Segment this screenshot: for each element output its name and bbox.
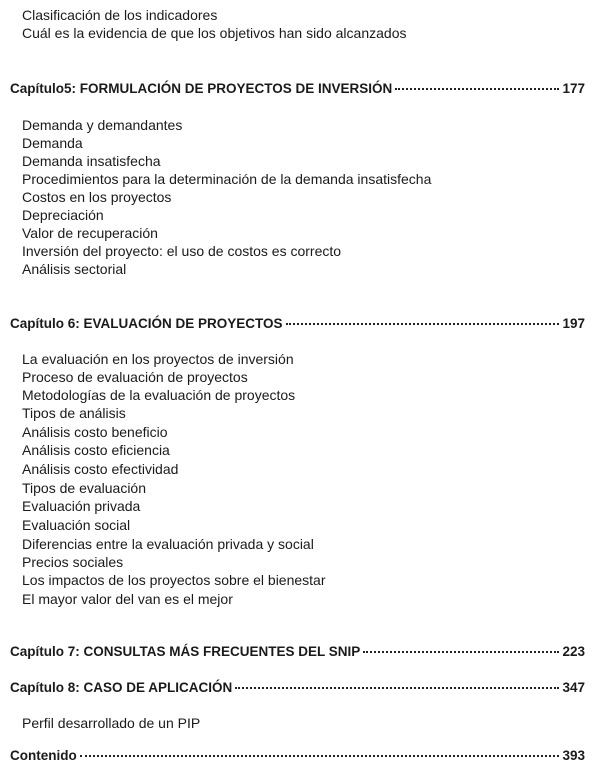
toc-item: Inversión del proyecto: el uso de costos es correcto [22, 243, 342, 259]
chapter-page-number: 177 [562, 81, 585, 96]
toc-item: Evaluación social [22, 517, 131, 533]
toc-item: Tipos de evaluación [22, 480, 147, 496]
toc-item: Precios sociales [22, 554, 124, 570]
dot-leader [235, 687, 559, 689]
toc-item: Costos en los proyectos [22, 189, 172, 205]
toc-item: Análisis costo efectividad [22, 461, 179, 477]
toc-item: Metodologías de la evaluación de proyectos [22, 387, 296, 403]
contents-page-number: 393 [562, 748, 585, 763]
toc-item: Cuál es la evidencia de que los objetivos han sido alcanzados [22, 25, 407, 41]
toc-item: El mayor valor del van es el mejor [22, 591, 233, 607]
toc-item: Análisis costo beneficio [22, 424, 168, 440]
chapter-title: Capítulo 6: EVALUACIÓN DE PROYECTOS [10, 316, 283, 331]
toc-item: Demanda insatisfecha [22, 153, 161, 169]
chapter-title: Capítulo5: FORMULACIÓN DE PROYECTOS DE INVERSIÓN [10, 81, 393, 96]
chapter-7-heading [10, 643, 585, 661]
chapter-5-heading [10, 80, 585, 98]
toc-item: La evaluación en los proyectos de inversión [22, 351, 294, 367]
dot-leader [286, 323, 560, 325]
dot-leader [363, 651, 559, 653]
toc-item: Perfil desarrollado de un PIP [22, 715, 201, 731]
toc-item: Análisis costo eficiencia [22, 442, 170, 458]
toc-item: Demanda y demandantes [22, 117, 183, 133]
chapter-title: Capítulo 7: CONSULTAS MÁS FRECUENTES DEL SNIP [10, 644, 361, 659]
toc-item: Depreciación [22, 207, 104, 223]
toc-item: Los impactos de los proyectos sobre el bienestar [22, 572, 326, 588]
toc-item: Clasificación de los indicadores [22, 7, 218, 23]
toc-item: Proceso de evaluación de proyectos [22, 369, 248, 385]
toc-item: Tipos de análisis [22, 405, 126, 421]
chapter-title: Capítulo 8: CASO DE APLICACIÓN [10, 680, 233, 695]
toc-item: Procedimientos para la determinación de la demanda insatisfecha [22, 171, 432, 187]
toc-item: Evaluación privada [22, 498, 141, 514]
toc-item: Valor de recuperación [22, 225, 158, 241]
toc-item: Demanda [22, 135, 83, 151]
chapter-8-heading [10, 679, 585, 697]
contents-heading [10, 747, 585, 765]
chapter-6-heading [10, 315, 585, 333]
contents-title: Contenido [10, 748, 77, 763]
chapter-page-number: 197 [562, 316, 585, 331]
chapter-page-number: 347 [562, 680, 585, 695]
toc-item: Análisis sectorial [22, 261, 127, 277]
dot-leader [395, 88, 559, 90]
chapter-page-number: 223 [562, 644, 585, 659]
toc-item: Diferencias entre la evaluación privada y social [22, 536, 314, 552]
dot-leader [80, 755, 560, 757]
